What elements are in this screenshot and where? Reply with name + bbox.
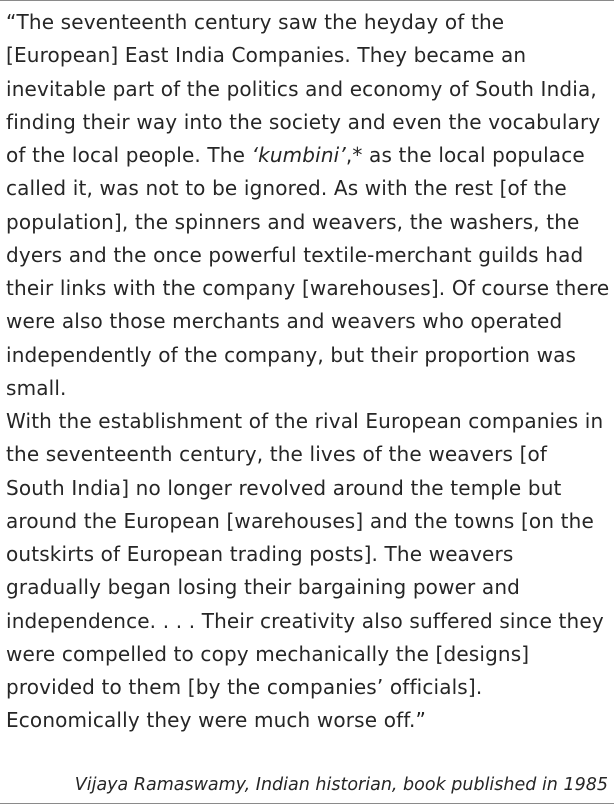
kumbini-term: ‘kumbini’: [251, 143, 346, 167]
quote-paragraph-2: With the establishment of the rival European companies in the seventeenth century, the lives of the weavers [of South India] no longer revolved around the temple but around the European [warehouses] and the towns [on the outskirts of European trading posts]. The weavers gradually began losing their bargaining power and independence. . . . Their creativity also suffered since they were compelled to copy mechanically the [designs] provided to them [by the companies’ officials]. Economically they were much worse off.”: [6, 409, 604, 733]
quotation-block: [6, 6, 612, 738]
attribution: Vijaya Ramaswamy, Indian historian, book published in 1985: [74, 775, 608, 795]
bottom-rule: [0, 803, 614, 804]
quote-paragraph-1-text-start: “The seventeenth century saw the heyday of the [European] East India Companies. They became an inevitable part of the politics and economy of South India, finding their way into the society and even the vocabulary of the local people. The: [6, 10, 601, 167]
quote-paragraph-1-text-end: ,* as the local populace called it, was not to be ignored. As with the rest [of the population], the spinners and weavers, the washers, the dyers and the once powerful textile-merchant guilds had their links with the company [warehouses]. Of course there were also those merchants and weavers who operated independently of the company, but their proportion was small.: [6, 143, 610, 400]
quote-paragraph-1: [6, 6, 612, 405]
top-rule: [0, 0, 614, 1]
